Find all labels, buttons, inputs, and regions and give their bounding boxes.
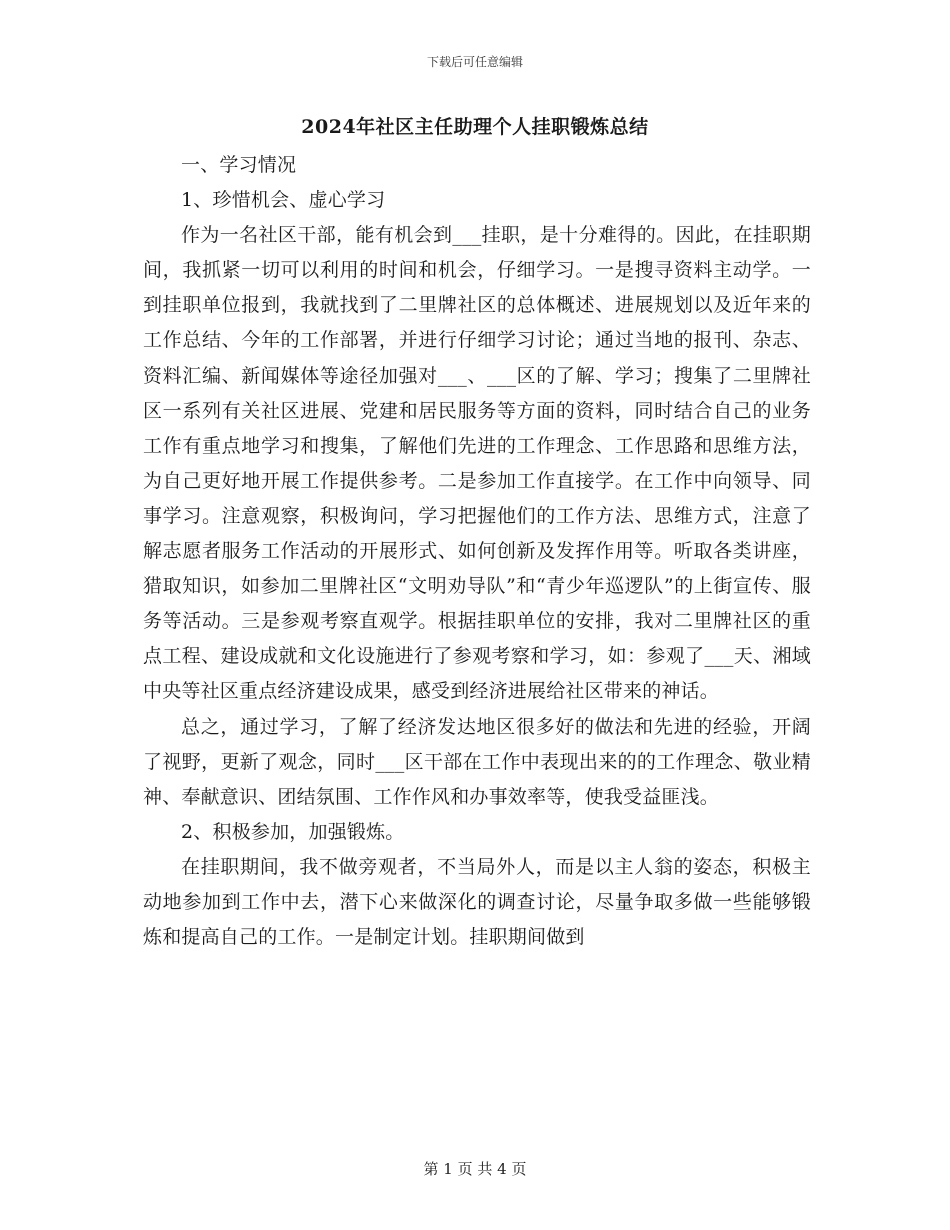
document-body	[143, 148, 811, 955]
header-note: 下载后可任意编辑	[426, 55, 523, 69]
paragraph: 作为一名社区干部，能有机会到___挂职，是十分难得的。因此，在挂职期间，我抓紧一切可以利用的时间和机会，仔细学习。一是搜寻资料主动学。一到挂职单位报到，我就找到了二里牌社区的总体概述、进展规划以及近年来的工作总结、今年的工作部署，并进行仔细学习讨论；通过当地的报刊、杂志、资料汇编、新闻媒体等途径加强对___、___区的了解、学习；搜集了二里牌社区一系列有关社区进展、党建和居民服务等方面的资料，同时结合自己的业务工作有重点地学习和搜集，了解他们先进的工作理念、工作思路和思维方法，为自己更好地开展工作提供参考。二是参加工作直接学。在工作中向领导、同事学习。注意观察，积极询问，学习把握他们的工作方法、思维方式，注意了解志愿者服务工作活动的开展形式、如何创新及发挥作用等。听取各类讲座，猎取知识，如参加二里牌社区“文明劝导队”和“青少年巡逻队”的上街宣传、服务等活动。三是参观考察直观学。根据挂职单位的安排，我对二里牌社区的重点工程、建设成就和文化设施进行了参观考察和学习，如：参观了___天、湘域中央等社区重点经济建设成果，感受到经济进展给社区带来的神话。	[143, 224, 811, 703]
paragraph: 总之，通过学习，了解了经济发达地区很多好的做法和先进的经验，开阔了视野，更新了观念，同时___区干部在工作中表现出来的的工作理念、敬业精神、奉献意识、团结氛围、工作作风和办事效率等，使我受益匪浅。	[143, 715, 811, 808]
document-title: 2024年社区主任助理个人挂职锻炼总结	[301, 116, 649, 138]
subsection-heading: 1、珍惜机会、虚心学习	[181, 189, 386, 212]
section-heading: 一、学习情况	[181, 154, 297, 176]
page-footer: 第 1 页 共 4 页	[423, 1160, 527, 1178]
subsection-heading: 2、积极参加，加强锻炼。	[181, 820, 405, 843]
paragraph: 在挂职期间，我不做旁观者，不当局外人，而是以主人翁的姿态，积极主动地参加到工作中去，潜下心来做深化的调查讨论，尽量争取多做一些能够锻炼和提高自己的工作。一是制定计划。挂职期间做到	[143, 855, 811, 949]
